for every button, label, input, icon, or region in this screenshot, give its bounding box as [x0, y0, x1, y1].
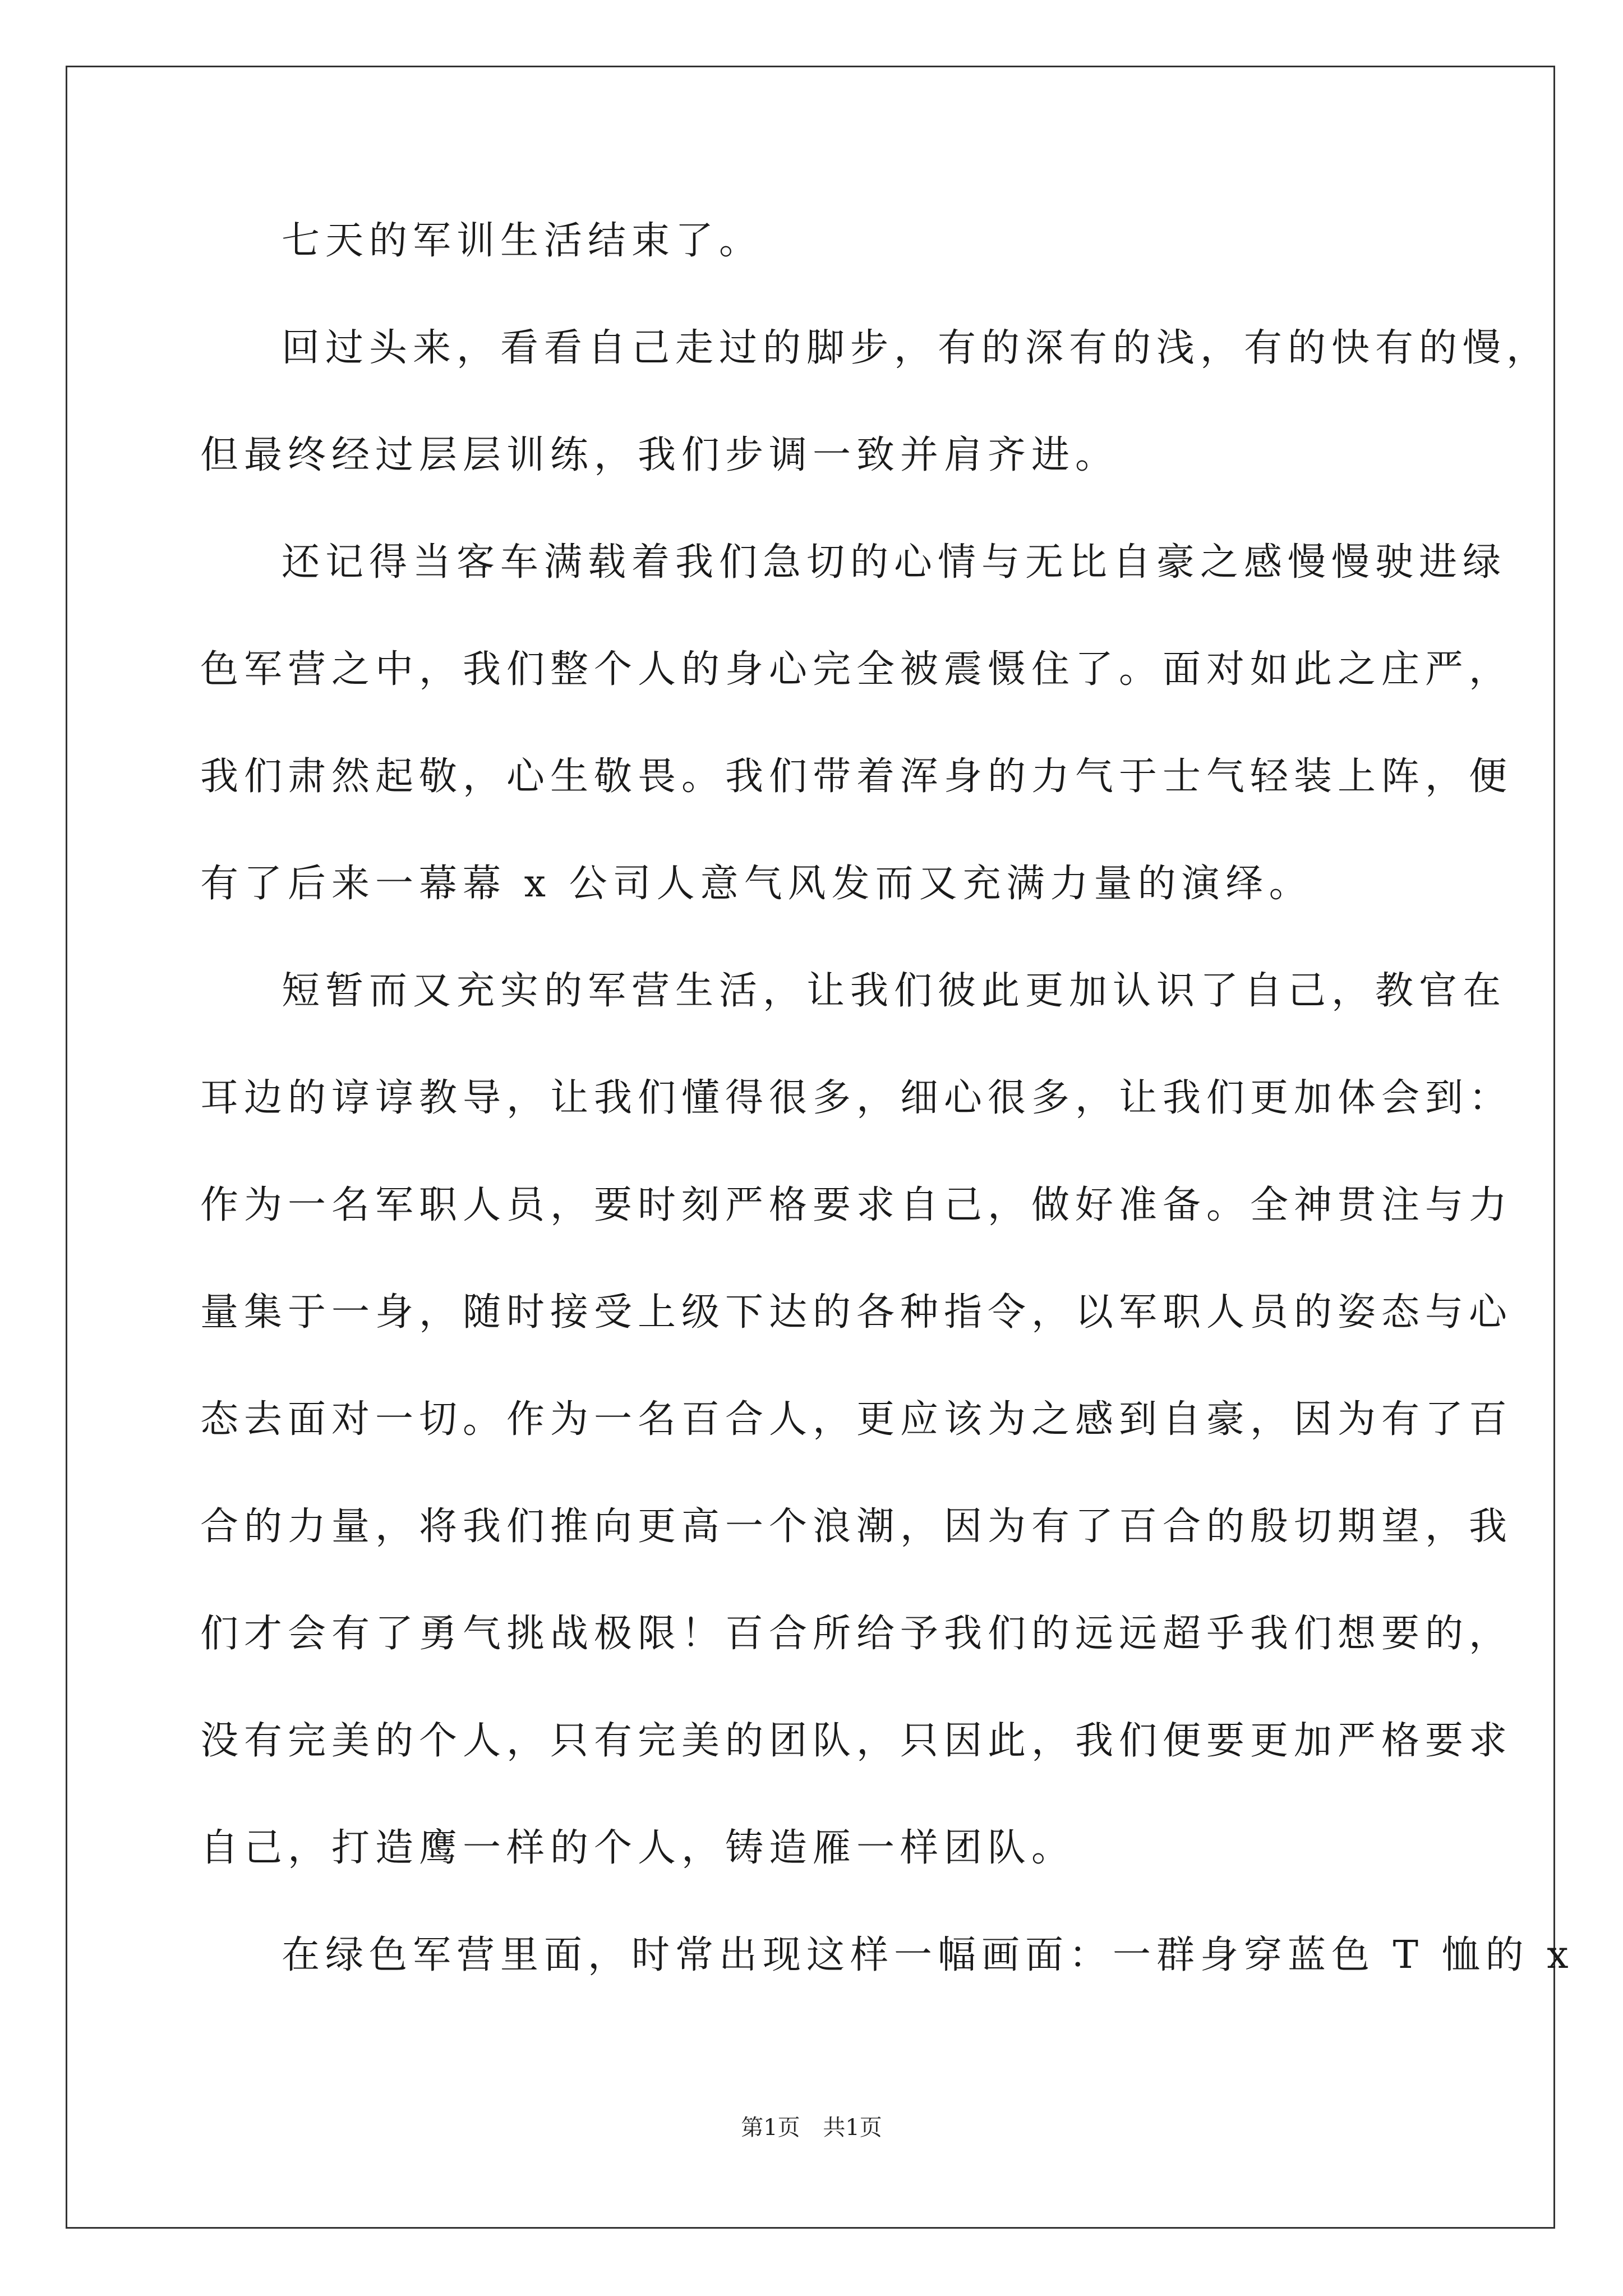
text-line: 有了后来一幕幕 x 公司人意气风发而又充满力量的演绎。 — [200, 862, 1313, 906]
text-line: 回过头来，看看自己走过的脚步，有的深有的浅，有的快有的慢， — [282, 326, 1551, 370]
text-line: 量集于一身，随时接受上级下达的各种指令，以军职人员的姿态与心 — [200, 1290, 1513, 1335]
text-line: 还记得当客车满载着我们急切的心情与无比自豪之感慢慢驶进绿 — [282, 540, 1507, 585]
page-footer — [0, 2114, 1623, 2142]
text-line: 色军营之中，我们整个人的身心完全被震慑住了。面对如此之庄严， — [200, 647, 1513, 692]
text-line: 态去面对一切。作为一名百合人，更应该为之感到自豪，因为有了百 — [200, 1397, 1513, 1442]
text-line: 七天的军训生活结束了。 — [282, 219, 763, 263]
text-line: 合的力量，将我们推向更高一个浪潮，因为有了百合的殷切期望，我 — [200, 1504, 1513, 1549]
text-line: 短暂而又充实的军营生活，让我们彼此更加认识了自己，教官在 — [282, 969, 1507, 1013]
text-line: 没有完美的个人，只有完美的团队，只因此，我们便要更加严格要求 — [200, 1719, 1513, 1763]
text-line: 在绿色军营里面，时常出现这样一幅画面：一群身穿蓝色 T 恤的 x — [282, 1933, 1574, 1977]
text-line: 作为一名军职人员，要时刻严格要求自己，做好准备。全神贯注与力 — [200, 1183, 1513, 1227]
page-number: 第1页 — [741, 2115, 800, 2141]
text-line: 耳边的谆谆教导，让我们懂得很多，细心很多，让我们更加体会到： — [200, 1076, 1513, 1120]
document-body — [200, 213, 1574, 2035]
text-line: 们才会有了勇气挑战极限！百合所给予我们的远远超乎我们想要的， — [200, 1612, 1513, 1656]
page-total: 共1页 — [823, 2115, 882, 2141]
text-line: 自己，打造鹰一样的个人，铸造雁一样团队。 — [200, 1826, 1076, 1870]
text-line: 但最终经过层层训练，我们步调一致并肩齐进。 — [200, 433, 1119, 477]
text-line: 我们肃然起敬，心生敬畏。我们带着浑身的力气于士气轻装上阵，便 — [200, 754, 1513, 799]
